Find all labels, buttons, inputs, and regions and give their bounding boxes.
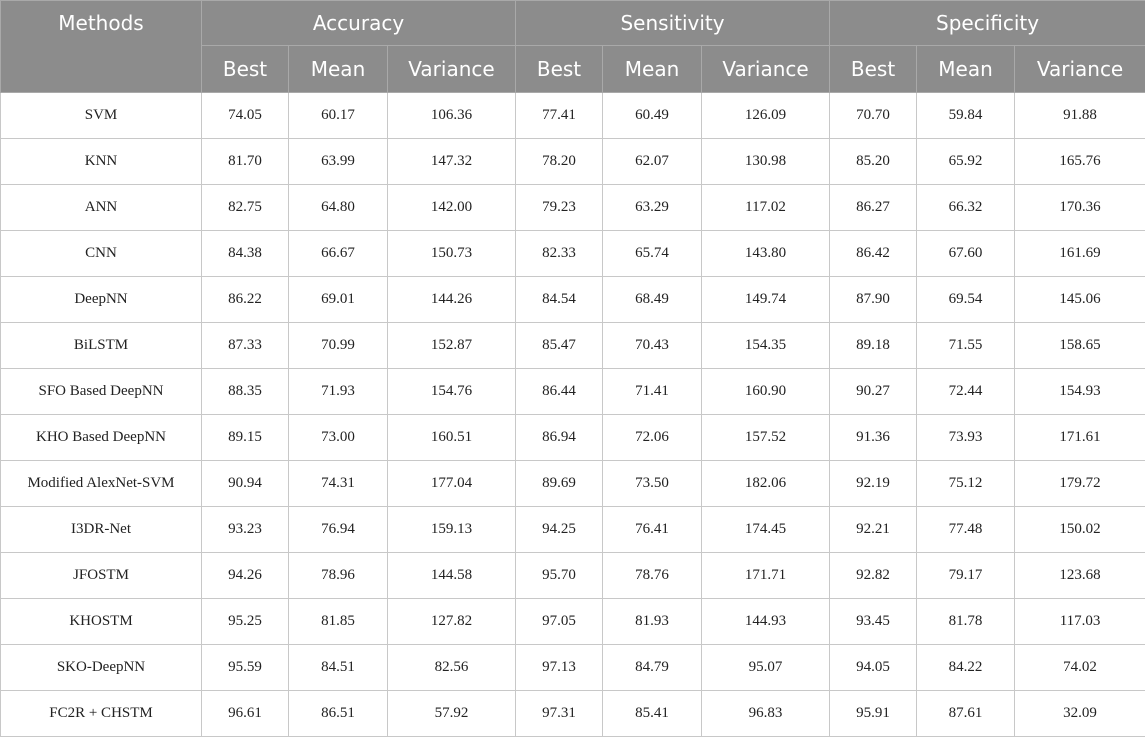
sensitivity-variance-cell: 160.90: [702, 369, 830, 415]
method-cell: Modified AlexNet-SVM: [1, 461, 202, 507]
method-cell: SVM: [1, 93, 202, 139]
sensitivity-best-cell: 89.69: [516, 461, 603, 507]
specificity-variance-header: Variance: [1015, 46, 1145, 93]
sensitivity-best-header: Best: [516, 46, 603, 93]
sensitivity-mean-cell: 68.49: [603, 277, 702, 323]
sensitivity-mean-header: Mean: [603, 46, 702, 93]
sensitivity-best-cell: 94.25: [516, 507, 603, 553]
specificity-best-cell: 86.27: [830, 185, 917, 231]
specificity-variance-cell: 161.69: [1015, 231, 1145, 277]
sensitivity-variance-cell: 126.09: [702, 93, 830, 139]
table-row: [1, 139, 1145, 185]
accuracy-mean-cell: 60.17: [289, 93, 388, 139]
accuracy-mean-cell: 63.99: [289, 139, 388, 185]
specificity-best-cell: 95.91: [830, 691, 917, 737]
accuracy-mean-cell: 81.85: [289, 599, 388, 645]
specificity-variance-cell: 32.09: [1015, 691, 1145, 737]
accuracy-best-cell: 93.23: [202, 507, 289, 553]
accuracy-best-cell: 84.38: [202, 231, 289, 277]
sensitivity-variance-header: Variance: [702, 46, 830, 93]
sensitivity-best-cell: 95.70: [516, 553, 603, 599]
accuracy-best-cell: 82.75: [202, 185, 289, 231]
accuracy-variance-cell: 159.13: [388, 507, 516, 553]
sensitivity-variance-cell: 144.93: [702, 599, 830, 645]
table-header: [1, 1, 1145, 93]
sensitivity-best-cell: 84.54: [516, 277, 603, 323]
sensitivity-best-cell: 86.94: [516, 415, 603, 461]
accuracy-variance-cell: 160.51: [388, 415, 516, 461]
sensitivity-mean-cell: 71.41: [603, 369, 702, 415]
specificity-best-cell: 90.27: [830, 369, 917, 415]
sensitivity-mean-cell: 76.41: [603, 507, 702, 553]
table-row: [1, 553, 1145, 599]
specificity-mean-cell: 66.32: [917, 185, 1015, 231]
specificity-mean-cell: 67.60: [917, 231, 1015, 277]
table-row: [1, 93, 1145, 139]
sensitivity-mean-cell: 78.76: [603, 553, 702, 599]
accuracy-best-cell: 88.35: [202, 369, 289, 415]
accuracy-best-cell: 95.25: [202, 599, 289, 645]
specificity-best-cell: 70.70: [830, 93, 917, 139]
accuracy-mean-cell: 71.93: [289, 369, 388, 415]
sensitivity-variance-cell: 96.83: [702, 691, 830, 737]
accuracy-variance-cell: 152.87: [388, 323, 516, 369]
specificity-best-cell: 92.21: [830, 507, 917, 553]
method-cell: KHOSTM: [1, 599, 202, 645]
specificity-mean-cell: 65.92: [917, 139, 1015, 185]
accuracy-mean-cell: 74.31: [289, 461, 388, 507]
specificity-mean-cell: 59.84: [917, 93, 1015, 139]
specificity-variance-cell: 165.76: [1015, 139, 1145, 185]
accuracy-best-cell: 96.61: [202, 691, 289, 737]
specificity-best-header: Best: [830, 46, 917, 93]
accuracy-best-cell: 81.70: [202, 139, 289, 185]
method-cell: JFOSTM: [1, 553, 202, 599]
specificity-best-cell: 89.18: [830, 323, 917, 369]
specificity-mean-cell: 79.17: [917, 553, 1015, 599]
accuracy-variance-cell: 142.00: [388, 185, 516, 231]
table-row: [1, 415, 1145, 461]
table-row: [1, 645, 1145, 691]
sensitivity-best-cell: 97.05: [516, 599, 603, 645]
sensitivity-mean-cell: 84.79: [603, 645, 702, 691]
specificity-variance-cell: 170.36: [1015, 185, 1145, 231]
sensitivity-variance-cell: 174.45: [702, 507, 830, 553]
accuracy-variance-cell: 147.32: [388, 139, 516, 185]
method-cell: CNN: [1, 231, 202, 277]
sensitivity-mean-cell: 70.43: [603, 323, 702, 369]
method-cell: SKO-DeepNN: [1, 645, 202, 691]
sensitivity-mean-cell: 72.06: [603, 415, 702, 461]
table-row: [1, 599, 1145, 645]
accuracy-mean-cell: 84.51: [289, 645, 388, 691]
sensitivity-mean-cell: 63.29: [603, 185, 702, 231]
sensitivity-variance-cell: 157.52: [702, 415, 830, 461]
accuracy-best-cell: 90.94: [202, 461, 289, 507]
accuracy-variance-cell: 150.73: [388, 231, 516, 277]
sensitivity-variance-cell: 182.06: [702, 461, 830, 507]
sensitivity-variance-cell: 130.98: [702, 139, 830, 185]
specificity-mean-cell: 69.54: [917, 277, 1015, 323]
specificity-mean-cell: 72.44: [917, 369, 1015, 415]
table-row: [1, 231, 1145, 277]
table-row: [1, 185, 1145, 231]
accuracy-variance-cell: 144.58: [388, 553, 516, 599]
method-cell: KHO Based DeepNN: [1, 415, 202, 461]
sensitivity-mean-cell: 62.07: [603, 139, 702, 185]
sensitivity-best-cell: 78.20: [516, 139, 603, 185]
specificity-header: Specificity: [830, 1, 1145, 46]
accuracy-variance-cell: 82.56: [388, 645, 516, 691]
accuracy-variance-header: Variance: [388, 46, 516, 93]
specificity-variance-cell: 154.93: [1015, 369, 1145, 415]
accuracy-variance-cell: 57.92: [388, 691, 516, 737]
sensitivity-variance-cell: 171.71: [702, 553, 830, 599]
accuracy-mean-cell: 70.99: [289, 323, 388, 369]
specificity-variance-cell: 171.61: [1015, 415, 1145, 461]
accuracy-mean-header: Mean: [289, 46, 388, 93]
accuracy-mean-cell: 69.01: [289, 277, 388, 323]
method-cell: BiLSTM: [1, 323, 202, 369]
accuracy-mean-cell: 76.94: [289, 507, 388, 553]
specificity-mean-cell: 77.48: [917, 507, 1015, 553]
method-cell: ANN: [1, 185, 202, 231]
table-row: [1, 277, 1145, 323]
specificity-variance-cell: 117.03: [1015, 599, 1145, 645]
accuracy-mean-cell: 86.51: [289, 691, 388, 737]
sensitivity-mean-cell: 85.41: [603, 691, 702, 737]
table-row: [1, 507, 1145, 553]
sensitivity-best-cell: 77.41: [516, 93, 603, 139]
accuracy-variance-cell: 154.76: [388, 369, 516, 415]
table-row: [1, 691, 1145, 737]
specificity-best-cell: 92.82: [830, 553, 917, 599]
specificity-variance-cell: 158.65: [1015, 323, 1145, 369]
accuracy-best-cell: 95.59: [202, 645, 289, 691]
sensitivity-mean-cell: 60.49: [603, 93, 702, 139]
group-header-row: [1, 1, 1145, 46]
sensitivity-variance-cell: 95.07: [702, 645, 830, 691]
method-cell: I3DR-Net: [1, 507, 202, 553]
specificity-variance-cell: 123.68: [1015, 553, 1145, 599]
accuracy-best-cell: 86.22: [202, 277, 289, 323]
sensitivity-variance-cell: 117.02: [702, 185, 830, 231]
sensitivity-variance-cell: 143.80: [702, 231, 830, 277]
table-row: [1, 461, 1145, 507]
sensitivity-mean-cell: 65.74: [603, 231, 702, 277]
specificity-best-cell: 85.20: [830, 139, 917, 185]
sensitivity-best-cell: 97.13: [516, 645, 603, 691]
table-row: [1, 323, 1145, 369]
accuracy-variance-cell: 144.26: [388, 277, 516, 323]
accuracy-mean-cell: 64.80: [289, 185, 388, 231]
specificity-best-cell: 87.90: [830, 277, 917, 323]
method-cell: KNN: [1, 139, 202, 185]
sensitivity-mean-cell: 73.50: [603, 461, 702, 507]
table-body: [1, 93, 1145, 737]
method-cell: SFO Based DeepNN: [1, 369, 202, 415]
specificity-variance-cell: 91.88: [1015, 93, 1145, 139]
specificity-best-cell: 94.05: [830, 645, 917, 691]
sensitivity-best-cell: 82.33: [516, 231, 603, 277]
sensitivity-variance-cell: 154.35: [702, 323, 830, 369]
table-row: [1, 369, 1145, 415]
sensitivity-best-cell: 79.23: [516, 185, 603, 231]
accuracy-best-cell: 94.26: [202, 553, 289, 599]
accuracy-variance-cell: 127.82: [388, 599, 516, 645]
specificity-mean-cell: 71.55: [917, 323, 1015, 369]
accuracy-best-cell: 87.33: [202, 323, 289, 369]
specificity-mean-cell: 73.93: [917, 415, 1015, 461]
specificity-best-cell: 86.42: [830, 231, 917, 277]
accuracy-mean-cell: 66.67: [289, 231, 388, 277]
sensitivity-header: Sensitivity: [516, 1, 830, 46]
accuracy-variance-cell: 106.36: [388, 93, 516, 139]
accuracy-best-cell: 89.15: [202, 415, 289, 461]
specificity-best-cell: 91.36: [830, 415, 917, 461]
specificity-best-cell: 92.19: [830, 461, 917, 507]
specificity-variance-cell: 150.02: [1015, 507, 1145, 553]
method-cell: FC2R + CHSTM: [1, 691, 202, 737]
accuracy-mean-cell: 78.96: [289, 553, 388, 599]
sensitivity-mean-cell: 81.93: [603, 599, 702, 645]
specificity-best-cell: 93.45: [830, 599, 917, 645]
accuracy-header: Accuracy: [202, 1, 516, 46]
specificity-mean-cell: 75.12: [917, 461, 1015, 507]
specificity-mean-cell: 81.78: [917, 599, 1015, 645]
accuracy-best-header: Best: [202, 46, 289, 93]
specificity-mean-cell: 84.22: [917, 645, 1015, 691]
sensitivity-best-cell: 86.44: [516, 369, 603, 415]
specificity-mean-cell: 87.61: [917, 691, 1015, 737]
sensitivity-best-cell: 97.31: [516, 691, 603, 737]
accuracy-best-cell: 74.05: [202, 93, 289, 139]
accuracy-mean-cell: 73.00: [289, 415, 388, 461]
method-cell: DeepNN: [1, 277, 202, 323]
specificity-mean-header: Mean: [917, 46, 1015, 93]
specificity-variance-cell: 179.72: [1015, 461, 1145, 507]
sensitivity-best-cell: 85.47: [516, 323, 603, 369]
specificity-variance-cell: 74.02: [1015, 645, 1145, 691]
sensitivity-variance-cell: 149.74: [702, 277, 830, 323]
methods-header: Methods: [1, 1, 202, 93]
accuracy-variance-cell: 177.04: [388, 461, 516, 507]
specificity-variance-cell: 145.06: [1015, 277, 1145, 323]
